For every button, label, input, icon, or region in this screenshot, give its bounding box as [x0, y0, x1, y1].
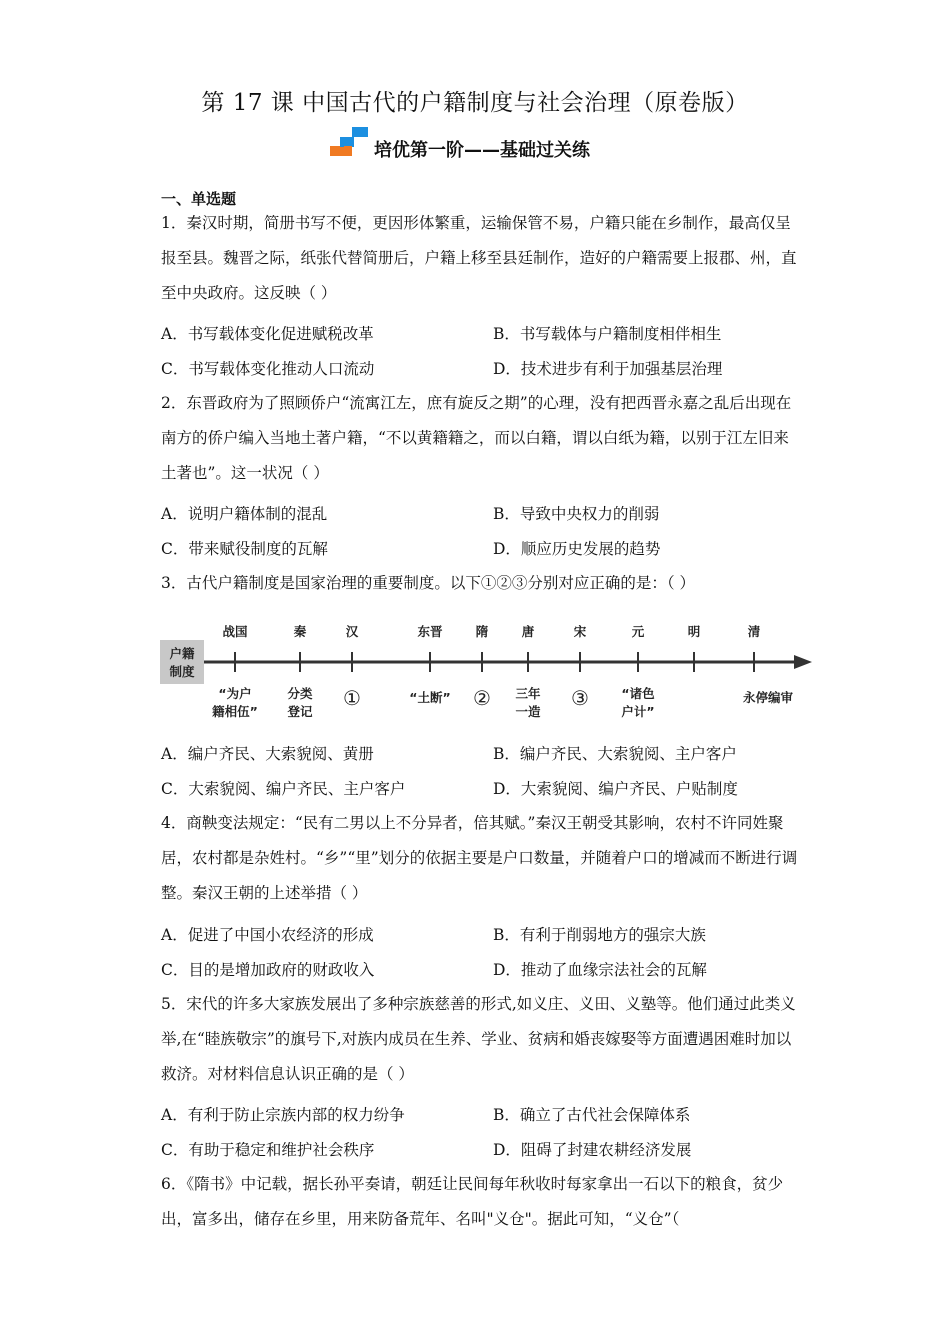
- event-qin-line2: 登记: [287, 704, 313, 719]
- q1-option-b[interactable]: B．书写载体与户籍制度相伴相生: [493, 325, 722, 343]
- question-1-stem: 1．秦汉时期，简册书写不便，更因形体繁重，运输保管不易，户籍只能在乡制作，最高仅呈报至县。魏晋之际，纸张代替简册后，户籍上移至县廷制作，造好的户籍需要上报郡、州，直至中央政府。这反映（ ）: [161, 214, 797, 302]
- dynasty-qing: 清: [747, 624, 761, 639]
- question-4-stem: 4．商鞅变法规定：“民有二男以上不分异者，倍其赋。”秦汉王朝受其影响，农村不许同姓聚居，农村都是杂姓村。“乡”“里”划分的依据主要是户口数量，并随着户口的增减而不断进行调整。秦汉王朝的上述举措（ ）: [161, 814, 798, 902]
- timeline-label-line1: 户籍: [169, 646, 195, 661]
- q1-option-d[interactable]: D．技术进步有利于加强基层治理: [493, 360, 723, 378]
- q1-option-a[interactable]: A．书写载体变化促进赋税改革: [161, 325, 374, 343]
- dynasty-dongjin: 东晋: [417, 624, 443, 639]
- q4-option-c[interactable]: C．目的是增加政府的财政收入: [161, 961, 375, 979]
- timeline-arrow-icon: [794, 655, 812, 669]
- event-yuan-line2: 户计”: [621, 704, 655, 719]
- q5-option-d[interactable]: D．阻碍了封建农耕经济发展: [493, 1141, 692, 1159]
- event-tang-line1: 三年: [515, 686, 541, 701]
- q1-option-c[interactable]: C．书写载体变化推动人口流动: [161, 360, 375, 378]
- q5-option-b[interactable]: B．确立了古代社会保障体系: [493, 1106, 691, 1124]
- page-title: 第 17 课 中国古代的户籍制度与社会治理（原卷版）: [201, 90, 749, 116]
- event-sui-blank: ②: [473, 686, 491, 710]
- event-dongjin: “土断”: [409, 690, 451, 705]
- section-heading: 一、单选题: [161, 190, 237, 208]
- q4-option-b[interactable]: B．有利于削弱地方的强宗大族: [493, 926, 706, 944]
- question-3-stem: 3．古代户籍制度是国家治理的重要制度。以下①②③分别对应正确的是：（ ）: [161, 574, 696, 592]
- q2-option-a[interactable]: A．说明户籍体制的混乱: [161, 505, 328, 523]
- dynasty-sui: 隋: [475, 624, 489, 639]
- question-5-stem: 5．宋代的许多大家族发展出了多种宗族慈善的形式,如义庄、义田、义塾等。他们通过此类义举,在“睦族敬宗”的旗号下,对族内成员在生养、学业、贫病和婚丧嫁娶等方面遭遇困难时加以救济。对材料信息认识正确的是（ ）: [161, 995, 796, 1083]
- event-han-blank: ①: [343, 686, 361, 710]
- q2-option-b[interactable]: B．导致中央权力的削弱: [493, 505, 660, 523]
- dynasty-qin: 秦: [293, 624, 307, 639]
- dynasty-han: 汉: [345, 624, 359, 639]
- dynasty-zhanguo: 战国: [222, 624, 248, 639]
- dynasty-song: 宋: [573, 624, 587, 639]
- stage-label: 培优第一阶——基础过关练: [374, 140, 590, 161]
- dynasty-tang: 唐: [521, 624, 535, 639]
- q2-option-c[interactable]: C．带来赋役制度的瓦解: [161, 540, 328, 558]
- event-zhanguo-line2: 籍相伍”: [212, 704, 258, 719]
- event-song-blank: ③: [571, 686, 589, 710]
- event-qin-line1: 分类: [287, 686, 313, 701]
- q3-option-c[interactable]: C．大索貌阅、编户齐民、主户客户: [161, 780, 406, 798]
- q4-option-d[interactable]: D．推动了血缘宗法社会的瓦解: [493, 961, 707, 979]
- dynasty-ming: 明: [687, 624, 701, 639]
- dynasty-yuan: 元: [631, 624, 645, 639]
- household-registration-timeline: [158, 612, 826, 732]
- question-6-stem: 6．《隋书》中记载，据长孙平奏请，朝廷让民间每年秋收时每家拿出一石以下的粮食，贫少出，富多出，储存在乡里，用来防备荒年、名叫"义仓"。据此可知，“义仓”（: [161, 1175, 784, 1228]
- q5-option-a[interactable]: A．有利于防止宗族内部的权力纷争: [161, 1106, 405, 1124]
- event-zhanguo-line1: “为户: [218, 686, 252, 701]
- q2-option-d[interactable]: D．顺应历史发展的趋势: [493, 540, 661, 558]
- question-2-stem: 2．东晋政府为了照顾侨户“流寓江左，庶有旋反之期”的心理，没有把西晋永嘉之乱后出现在南方的侨户编入当地土著户籍，“不以黄籍籍之，而以白籍，谓以白纸为籍，以别于江左旧来土著也”。这一状况（ ）: [161, 394, 792, 482]
- event-qing: 永停编审: [742, 690, 794, 705]
- stairs-icon: [326, 124, 372, 160]
- timeline-label-line2: 制度: [169, 664, 195, 679]
- event-tang-line2: 一造: [515, 704, 541, 719]
- q5-option-c[interactable]: C．有助于稳定和维护社会秩序: [161, 1141, 375, 1159]
- stage-heading: [0, 124, 950, 164]
- q4-option-a[interactable]: A．促进了中国小农经济的形成: [161, 926, 374, 944]
- q3-option-d[interactable]: D．大索貌阅、编户齐民、户贴制度: [493, 780, 738, 798]
- q3-option-a[interactable]: A．编户齐民、大索貌阅、黄册: [161, 745, 374, 763]
- event-yuan-line1: “诸色: [621, 686, 655, 701]
- q3-option-b[interactable]: B．编户齐民、大索貌阅、主户客户: [493, 745, 737, 763]
